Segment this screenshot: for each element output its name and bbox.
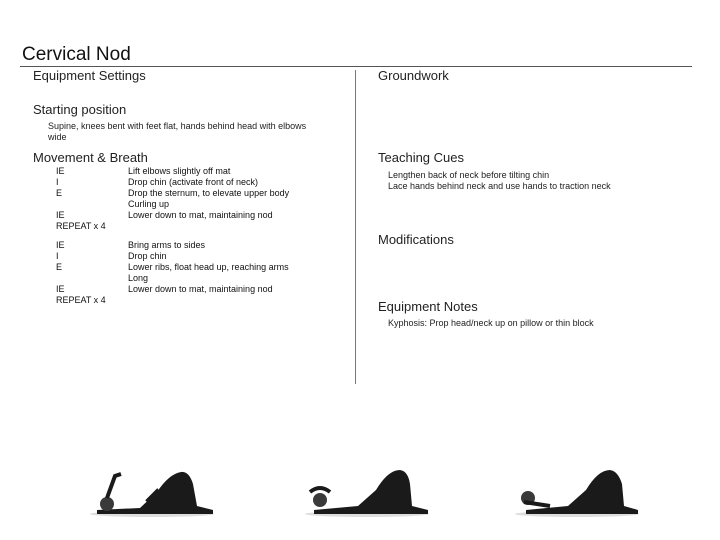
equipment-notes-text: Kyphosis: Prop head/neck up on pillow or thin block: [388, 318, 594, 328]
movement-step: Bring arms to sides: [128, 240, 206, 250]
movement-step: Curling up: [128, 199, 170, 209]
title-rule: [20, 66, 692, 67]
elbows-wide: [310, 488, 330, 492]
figure-chin-nod: [510, 462, 645, 522]
breath-labels-block-1: [56, 166, 106, 232]
movement-step: Lift elbows slightly off mat: [128, 166, 231, 176]
equipment-notes-heading: Equipment Notes: [378, 299, 478, 314]
movement-step: Drop the sternum, to elevate upper body: [128, 188, 290, 198]
starting-position-line: Supine, knees bent with feet flat, hands behind head with elbows: [48, 121, 307, 131]
movement-step: Drop chin: [128, 251, 167, 261]
breath-label-spacer: [56, 273, 106, 284]
starting-position-text: [48, 121, 348, 143]
starting-position-line: wide: [48, 132, 67, 142]
modifications-heading: Modifications: [378, 232, 454, 247]
movement-steps-block-2: [128, 240, 289, 295]
breath-label-spacer: [56, 199, 106, 210]
page-title: Cervical Nod: [22, 44, 131, 65]
breath-label: I: [56, 251, 59, 261]
head: [100, 497, 114, 511]
figure-arms-up-curl: [85, 462, 220, 522]
teaching-cues-heading: Teaching Cues: [378, 150, 464, 165]
breath-label: I: [56, 177, 59, 187]
head: [313, 493, 327, 507]
movement-step: Drop chin (activate front of neck): [128, 177, 259, 187]
equipment-settings-heading: Equipment Settings: [33, 68, 146, 83]
breath-label: IE: [56, 240, 65, 250]
movement-step: Lower down to mat, maintaining nod: [128, 284, 273, 294]
repeat-label: REPEAT x 4: [56, 295, 106, 305]
movement-step: Lower down to mat, maintaining nod: [128, 210, 273, 220]
breath-label: IE: [56, 210, 65, 220]
teaching-cues-list: [388, 170, 611, 192]
repeat-label: REPEAT x 4: [56, 221, 106, 231]
raised-arm: [107, 474, 121, 498]
breath-label: E: [56, 188, 63, 198]
teaching-cue: Lace hands behind neck and use hands to traction neck: [388, 181, 611, 191]
body-silhouette: [526, 470, 638, 514]
figure-hands-behind-head: [300, 462, 435, 522]
breath-labels-block-2: [56, 240, 106, 306]
movement-step: Lower ribs, float head up, reaching arms: [128, 262, 289, 272]
breath-label: E: [56, 262, 63, 272]
starting-position-heading: Starting position: [33, 102, 127, 117]
movement-steps-block-1: [128, 166, 289, 221]
teaching-cue: Lengthen back of neck before tilting chin: [388, 170, 550, 180]
body-silhouette: [314, 470, 428, 514]
breath-label: IE: [56, 284, 65, 294]
column-divider: [355, 70, 356, 384]
breath-label: IE: [56, 166, 65, 176]
movement-breath-heading: Movement & Breath: [33, 150, 148, 165]
arm-along-side: [524, 502, 550, 506]
movement-step: Long: [128, 273, 149, 283]
groundwork-heading: Groundwork: [378, 68, 449, 83]
